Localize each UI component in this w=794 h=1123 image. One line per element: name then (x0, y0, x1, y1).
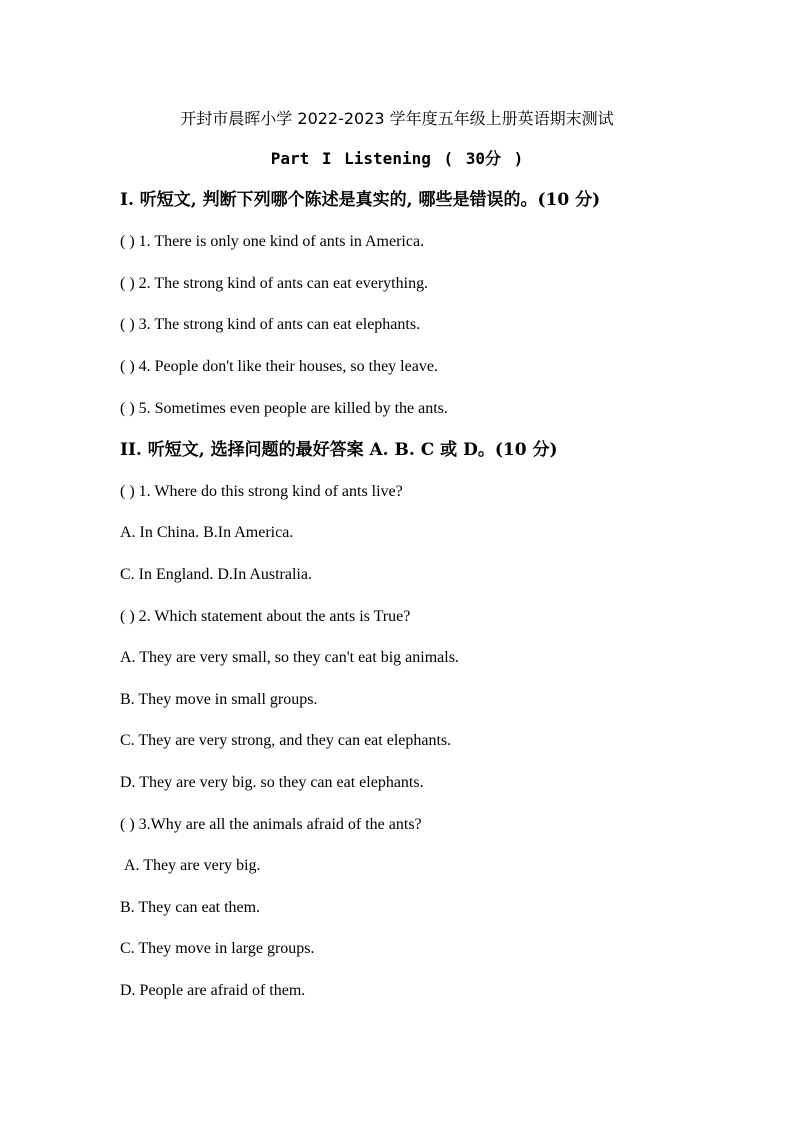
option-2-3-d: D. People are afraid of them. (120, 982, 306, 999)
section-2-heading (120, 439, 558, 461)
question-1-2: ( ) 2. The strong kind of ants can eat everything. (120, 275, 429, 292)
section-2-heading-text: II. 听短文, 选择问题的最好答案 A. B. C 或 D。(10 分) (120, 440, 558, 460)
question-2-1: ( ) 1. Where do this strong kind of ants live? (120, 483, 403, 500)
question-1-4: ( ) 4. People don't like their houses, so they leave. (120, 358, 438, 375)
question-1-1: ( ) 1. There is only one kind of ants in America. (120, 233, 425, 250)
question-2-2: ( ) 2. Which statement about the ants is True? (120, 608, 411, 625)
option-2-3-c: C. They move in large groups. (120, 940, 315, 957)
option-2-1-cd: C. In England. D.In Australia. (120, 566, 312, 583)
question-1-5: ( ) 5. Sometimes even people are killed by the ants. (120, 400, 448, 417)
option-2-1-ab: A. In China. B.In America. (120, 524, 294, 541)
section-1-heading (120, 189, 600, 211)
question-1-3: ( ) 3. The strong kind of ants can eat elephants. (120, 316, 421, 333)
exam-title: 开封市晨晖小学 2022-2023 学年度五年级上册英语期末测试 (180, 109, 614, 128)
part-heading: Part I Listening ( 30分 ) (270, 149, 524, 168)
option-2-2-b: B. They move in small groups. (120, 691, 318, 708)
section-1-heading-text: I. 听短文, 判断下列哪个陈述是真实的, 哪些是错误的。(10 分) (120, 190, 601, 210)
option-2-2-d: D. They are very big. so they can eat elephants. (120, 774, 424, 791)
question-2-3: ( ) 3.Why are all the animals afraid of the ants? (120, 816, 422, 833)
option-2-2-a: A. They are very small, so they can't eat big animals. (120, 649, 459, 666)
option-2-3-a: A. They are very big. (124, 857, 261, 874)
option-2-3-b: B. They can eat them. (120, 899, 261, 916)
option-2-2-c: C. They are very strong, and they can eat elephants. (120, 732, 452, 749)
